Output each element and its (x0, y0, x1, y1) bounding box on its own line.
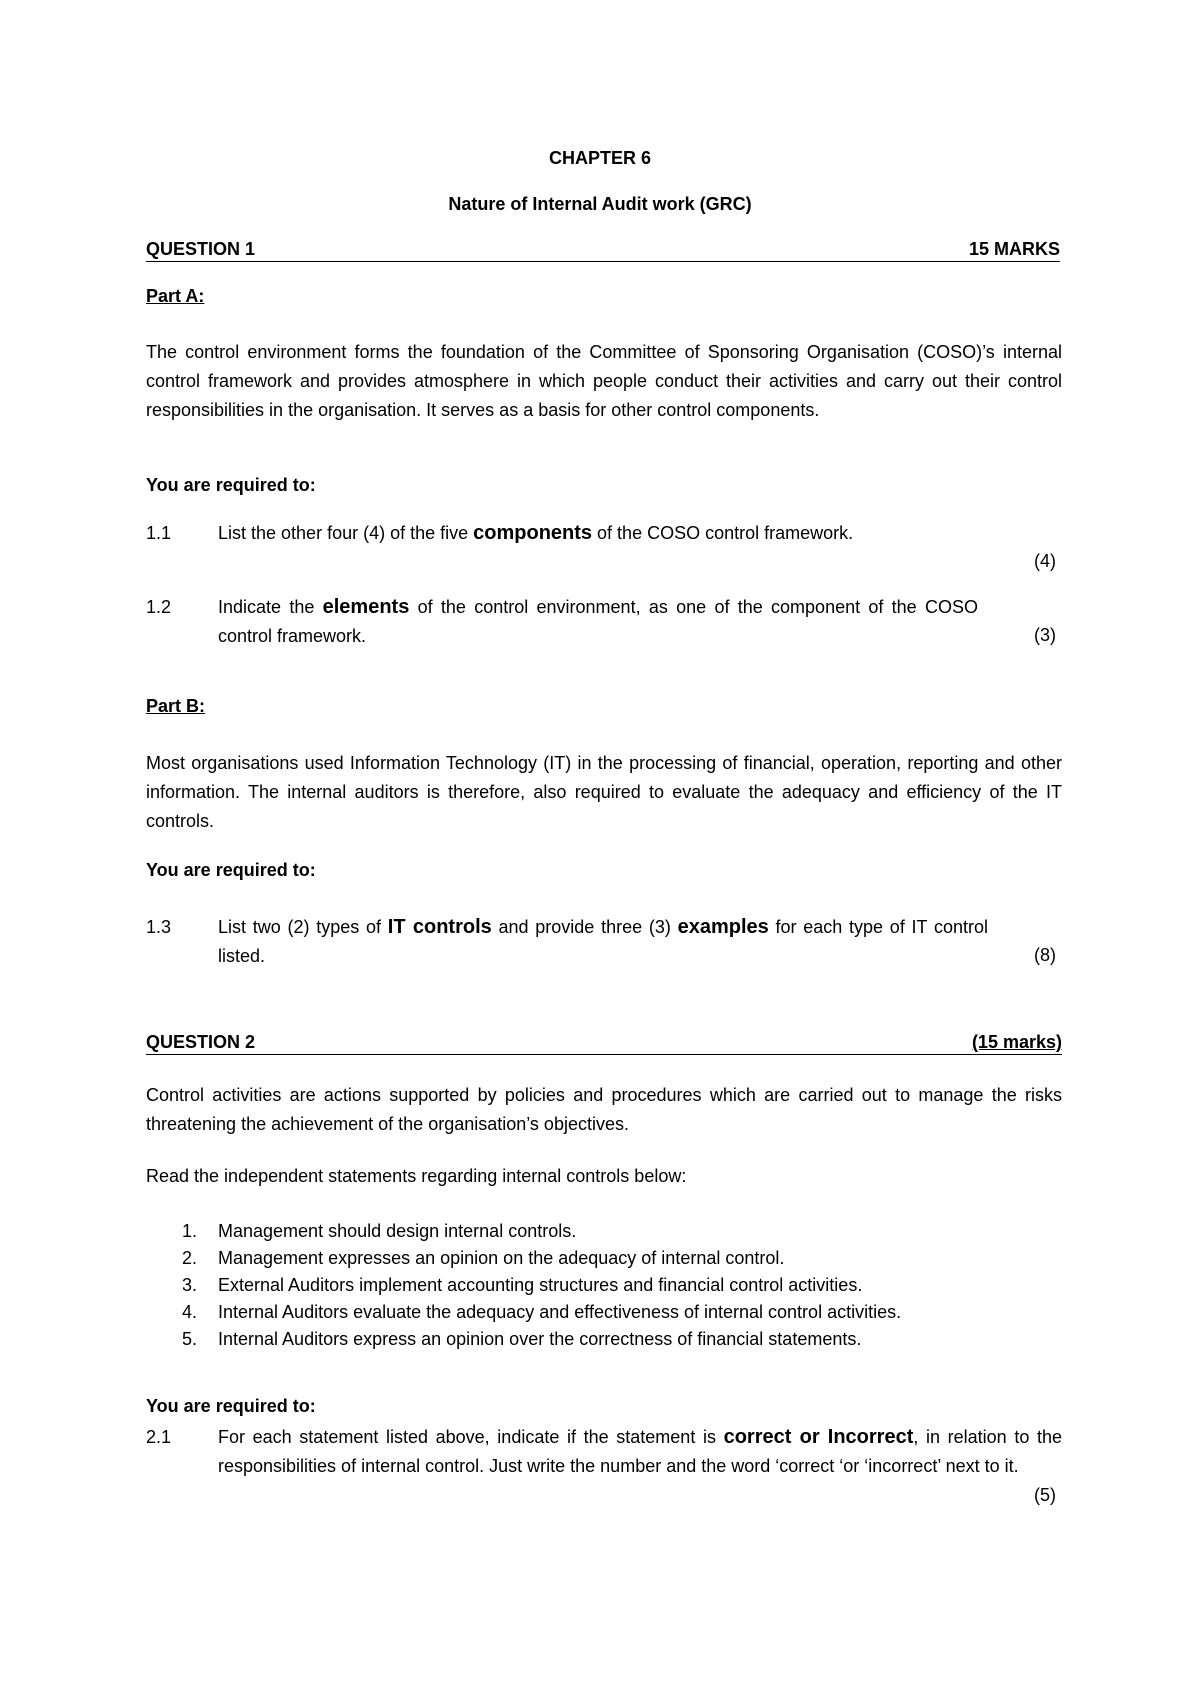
list-item: 3. External Auditors implement accounting structures and financial control activities. (182, 1275, 863, 1295)
item-1-3-marks: (8) (1034, 945, 1056, 965)
item-1-2-emphasis: elements (322, 596, 410, 618)
part-b-label: Part B: (146, 696, 206, 716)
item-1-1-marks: (4) (1034, 551, 1056, 571)
item-1-2-number: 1.2 (146, 597, 172, 617)
item-1-1-number: 1.1 (146, 523, 172, 543)
item-1-3-emphasis-1: IT controls (387, 916, 492, 938)
question-1-label: QUESTION 1 (146, 239, 256, 259)
chapter-title: Nature of Internal Audit work (GRC) (448, 194, 752, 214)
question-2-read-instruction: Read the independent statements regarding internal controls below: (146, 1166, 687, 1186)
list-item: 4. Internal Auditors evaluate the adequacy and effectiveness of internal control activities. (182, 1302, 902, 1322)
question-2-header (146, 1028, 1062, 1055)
statement-list (146, 1218, 1062, 1353)
item-1-3-number: 1.3 (146, 917, 172, 937)
list-item: 1. Management should design internal controls. (182, 1221, 577, 1241)
part-b-paragraph: Most organisations used Information Technology (IT) in the processing of financial, operation, reporting and other information. The internal auditors is therefore, also required to evaluate the adequacy and efficiency of the IT controls. (146, 753, 1062, 831)
part-b-required: You are required to: (146, 860, 316, 880)
item-2-1-number: 2.1 (146, 1427, 172, 1447)
item-1-1-text: List the other four (4) of the five components of the COSO control framework. (218, 522, 854, 544)
item-1-3-text: List two (2) types of IT controls and provide three (3) examples for each type of IT control listed. (218, 916, 989, 966)
item-2-1-emphasis: correct or Incorrect (723, 1426, 914, 1448)
part-a-label: Part A: (146, 286, 205, 306)
question-1-header (146, 235, 1060, 262)
item-1-3-emphasis-2: examples (677, 916, 769, 938)
part-a-paragraph: The control environment forms the foundation of the Committee of Sponsoring Organisation (COSO)’s internal control framework and provides atmosphere in which people conduct their activities and carry out their control responsibilities in the organisation. It serves as a basis for other control components. (146, 342, 1062, 420)
question-2-label: QUESTION 2 (146, 1032, 256, 1052)
item-2-1-marks: (5) (1034, 1485, 1056, 1505)
item-2-1-text: For each statement listed above, indicate if the statement is correct or Incorrect, in relation to the responsibilities of internal control. Just write the number and the word ‘correct ‘or ‘incorrect’ next to it. (218, 1426, 1062, 1476)
question-2-intro: Control activities are actions supported by policies and procedures which are carried out to manage the risks threatening the achievement of the organisation’s objectives. (146, 1085, 1062, 1134)
item-1-2-marks: (3) (1034, 625, 1056, 645)
item-1-2-text: Indicate the elements of the control environment, as one of the component of the COSO control framework. (218, 596, 978, 646)
question-1-marks: 15 MARKS (968, 239, 1060, 259)
question-2-required: You are required to: (146, 1396, 316, 1416)
chapter-heading: CHAPTER 6 (548, 148, 651, 168)
question-2-marks: (15 marks) (971, 1032, 1062, 1052)
part-a-required: You are required to: (146, 475, 316, 495)
list-item: 5. Internal Auditors express an opinion over the correctness of financial statements. (182, 1329, 862, 1349)
item-1-1-emphasis: components (473, 522, 593, 544)
list-item: 2. Management expresses an opinion on the adequacy of internal control. (182, 1248, 785, 1268)
